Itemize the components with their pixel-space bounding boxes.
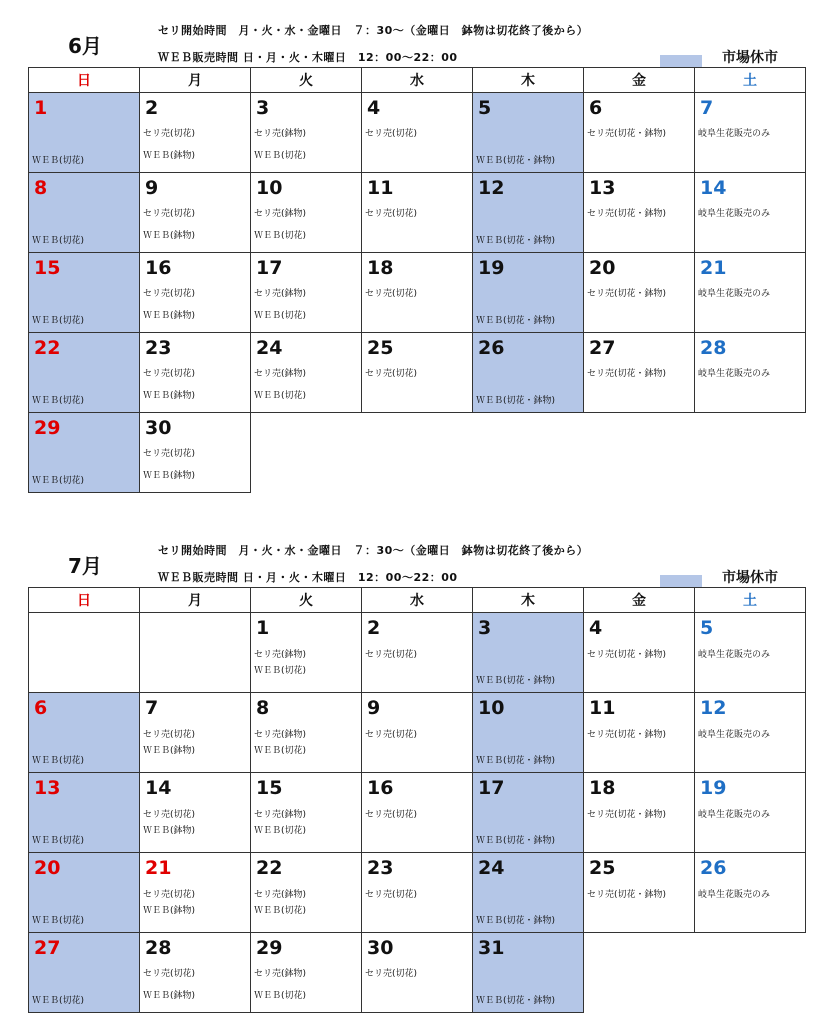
day-number: 21 [700, 257, 727, 279]
day-note: セリ売(鉢物) [254, 209, 307, 219]
calendar-grid [28, 587, 814, 1013]
day-cell [472, 772, 584, 853]
day-note: ＷＥＢ(切花) [254, 151, 307, 161]
day-number: 24 [478, 857, 505, 879]
day-number: 12 [478, 177, 505, 199]
day-number: 31 [478, 937, 505, 959]
day-number: 22 [34, 337, 61, 359]
day-cell [139, 172, 251, 253]
day-note: ＷＥＢ(切花) [254, 311, 307, 321]
day-number: 28 [145, 937, 172, 959]
day-cell [583, 92, 695, 173]
weekday-2: 火 [250, 587, 362, 613]
day-cell [139, 252, 251, 333]
day-cell [694, 772, 806, 853]
day-note: ＷＥＢ(切花・鉢物) [476, 996, 556, 1006]
day-cell [28, 92, 140, 173]
day-number: 29 [256, 937, 283, 959]
day-cell [139, 92, 251, 173]
day-cell [472, 932, 584, 1013]
day-cell [250, 612, 362, 693]
week-row [28, 852, 814, 933]
day-number: 25 [367, 337, 394, 359]
legend-closed-swatch [660, 575, 702, 587]
day-note: ＷＥＢ(切花・鉢物) [476, 156, 556, 166]
day-note: ＷＥＢ(切花) [254, 746, 307, 756]
weekday-header [28, 67, 814, 93]
week-row [28, 412, 814, 493]
day-note: セリ売(切花) [143, 129, 196, 139]
day-note: ＷＥＢ(切花) [32, 316, 85, 326]
blank-cell [583, 932, 695, 1013]
day-note: ＷＥＢ(切花・鉢物) [476, 396, 556, 406]
day-number: 1 [34, 97, 48, 119]
day-note: ＷＥＢ(切花) [32, 836, 85, 846]
day-number: 6 [34, 697, 48, 719]
month-label: 6月 [68, 34, 102, 58]
day-cell [361, 932, 473, 1013]
day-number: 16 [145, 257, 172, 279]
day-number: 26 [700, 857, 727, 879]
day-note: 岐阜生花販売のみ [698, 730, 771, 740]
week-row [28, 612, 814, 693]
day-cell [583, 252, 695, 333]
day-cell [472, 332, 584, 413]
day-note: セリ売(切花) [143, 289, 196, 299]
day-note: ＷＥＢ(鉢物) [143, 826, 196, 836]
week-row [28, 92, 814, 173]
day-note: ＷＥＢ(鉢物) [143, 906, 196, 916]
day-note: ＷＥＢ(鉢物) [143, 391, 196, 401]
day-note: 岐阜生花販売のみ [698, 650, 771, 660]
day-cell [139, 692, 251, 773]
week-row [28, 692, 814, 773]
weekday-6: 土 [694, 67, 806, 93]
day-number: 1 [256, 617, 270, 639]
day-note: セリ売(切花・鉢物) [587, 810, 667, 820]
day-cell [472, 612, 584, 693]
day-cell [694, 172, 806, 253]
day-cell [250, 772, 362, 853]
day-number: 10 [256, 177, 283, 199]
blank-cell [694, 412, 806, 493]
day-note: ＷＥＢ(切花・鉢物) [476, 756, 556, 766]
day-note: 岐阜生花販売のみ [698, 890, 771, 900]
weekday-2: 火 [250, 67, 362, 93]
day-note: 岐阜生花販売のみ [698, 209, 771, 219]
day-note: セリ売(切花) [143, 209, 196, 219]
day-note: セリ売(切花) [365, 129, 418, 139]
day-number: 18 [589, 777, 616, 799]
day-number: 17 [256, 257, 283, 279]
day-note: ＷＥＢ(切花) [254, 391, 307, 401]
day-number: 15 [34, 257, 61, 279]
day-note: 岐阜生花販売のみ [698, 369, 771, 379]
day-number: 19 [700, 777, 727, 799]
day-note: ＷＥＢ(切花) [32, 396, 85, 406]
day-note: セリ売(鉢物) [254, 810, 307, 820]
day-number: 21 [145, 857, 172, 879]
day-number: 9 [367, 697, 381, 719]
day-cell [28, 332, 140, 413]
day-cell [361, 332, 473, 413]
day-number: 24 [256, 337, 283, 359]
legend-closed-swatch [660, 55, 702, 67]
day-note: セリ売(切花・鉢物) [587, 730, 667, 740]
day-cell [28, 172, 140, 253]
weekday-0: 日 [28, 587, 140, 613]
day-note: ＷＥＢ(切花) [254, 906, 307, 916]
day-number: 19 [478, 257, 505, 279]
blank-cell [472, 412, 584, 493]
day-cell [250, 852, 362, 933]
day-note: ＷＥＢ(切花) [254, 826, 307, 836]
day-note: ＷＥＢ(切花) [32, 156, 85, 166]
day-note: ＷＥＢ(切花) [32, 996, 85, 1006]
day-cell [583, 172, 695, 253]
day-note: セリ売(切花) [143, 890, 196, 900]
day-cell [361, 612, 473, 693]
day-note: ＷＥＢ(切花) [32, 476, 85, 486]
day-cell [139, 852, 251, 933]
day-cell [694, 692, 806, 773]
week-row [28, 932, 814, 1013]
day-note: ＷＥＢ(鉢物) [143, 991, 196, 1001]
day-note: セリ売(切花・鉢物) [587, 650, 667, 660]
auction-hours-note: セリ開始時間 月・火・水・金曜日 ７：30～（金曜日 鉢物は切花終了後から） [158, 24, 589, 37]
day-number: 22 [256, 857, 283, 879]
day-note: セリ売(切花) [365, 969, 418, 979]
blank-cell [583, 412, 695, 493]
legend-closed-label: 市場休市 [722, 50, 778, 66]
day-number: 20 [589, 257, 616, 279]
day-cell [472, 92, 584, 173]
day-number: 11 [589, 697, 616, 719]
day-note: セリ売(切花) [365, 730, 418, 740]
day-number: 26 [478, 337, 505, 359]
week-row [28, 172, 814, 253]
day-note: ＷＥＢ(鉢物) [143, 231, 196, 241]
day-cell [694, 332, 806, 413]
day-number: 23 [367, 857, 394, 879]
weekday-5: 金 [583, 67, 695, 93]
day-number: 11 [367, 177, 394, 199]
day-number: 3 [256, 97, 270, 119]
day-number: 8 [256, 697, 270, 719]
weekday-3: 水 [361, 67, 473, 93]
day-note: ＷＥＢ(切花) [254, 666, 307, 676]
day-cell [250, 332, 362, 413]
day-cell [250, 692, 362, 773]
weekday-6: 土 [694, 587, 806, 613]
day-number: 28 [700, 337, 727, 359]
weekday-1: 月 [139, 67, 251, 93]
day-number: 13 [589, 177, 616, 199]
day-number: 13 [34, 777, 61, 799]
day-cell [250, 92, 362, 173]
day-cell [583, 612, 695, 693]
month-label: 7月 [68, 554, 102, 578]
day-note: セリ売(鉢物) [254, 289, 307, 299]
day-note: 岐阜生花販売のみ [698, 810, 771, 820]
day-number: 14 [145, 777, 172, 799]
day-number: 25 [589, 857, 616, 879]
day-note: ＷＥＢ(切花・鉢物) [476, 676, 556, 686]
day-number: 10 [478, 697, 505, 719]
day-cell [28, 252, 140, 333]
empty-day-cell [28, 612, 140, 693]
day-cell [694, 92, 806, 173]
day-cell [694, 252, 806, 333]
web-hours-note: ＷＥＢ販売時間 日・月・火・木曜日 12：00～22：00 [158, 51, 458, 64]
week-row [28, 332, 814, 413]
day-cell [583, 772, 695, 853]
day-number: 5 [478, 97, 492, 119]
day-cell [28, 772, 140, 853]
empty-day-cell [139, 612, 251, 693]
legend-closed-label: 市場休市 [722, 570, 778, 586]
auction-hours-note: セリ開始時間 月・火・水・金曜日 ７：30～（金曜日 鉢物は切花終了後から） [158, 544, 589, 557]
day-note: セリ売(切花) [143, 730, 196, 740]
weekday-header [28, 587, 814, 613]
weekday-1: 月 [139, 587, 251, 613]
weekday-5: 金 [583, 587, 695, 613]
day-note: ＷＥＢ(切花・鉢物) [476, 836, 556, 846]
day-note: セリ売(切花) [143, 969, 196, 979]
day-cell [583, 692, 695, 773]
day-note: ＷＥＢ(切花) [254, 231, 307, 241]
day-number: 29 [34, 417, 61, 439]
day-number: 20 [34, 857, 61, 879]
day-note: セリ売(切花・鉢物) [587, 129, 667, 139]
weekday-4: 木 [472, 67, 584, 93]
day-note: セリ売(切花・鉢物) [587, 209, 667, 219]
day-cell [472, 172, 584, 253]
day-note: セリ売(鉢物) [254, 650, 307, 660]
day-number: 16 [367, 777, 394, 799]
day-cell [139, 932, 251, 1013]
day-cell [472, 852, 584, 933]
day-number: 4 [589, 617, 603, 639]
day-number: 8 [34, 177, 48, 199]
day-number: 6 [589, 97, 603, 119]
day-cell [361, 692, 473, 773]
day-note: セリ売(切花・鉢物) [587, 890, 667, 900]
day-cell [28, 412, 140, 493]
day-cell [472, 252, 584, 333]
day-note: セリ売(切花) [143, 369, 196, 379]
week-row [28, 772, 814, 853]
calendar-grid [28, 67, 814, 493]
day-note: ＷＥＢ(切花) [254, 991, 307, 1001]
day-number: 14 [700, 177, 727, 199]
day-note: ＷＥＢ(切花) [32, 916, 85, 926]
day-cell [250, 172, 362, 253]
day-note: セリ売(切花) [365, 289, 418, 299]
day-number: 4 [367, 97, 381, 119]
day-note: ＷＥＢ(切花・鉢物) [476, 316, 556, 326]
day-note: ＷＥＢ(鉢物) [143, 311, 196, 321]
day-cell [28, 692, 140, 773]
day-note: セリ売(切花・鉢物) [587, 369, 667, 379]
blank-cell [694, 932, 806, 1013]
day-cell [139, 412, 251, 493]
day-number: 7 [700, 97, 714, 119]
day-cell [694, 612, 806, 693]
day-cell [250, 932, 362, 1013]
blank-cell [361, 412, 473, 493]
day-note: ＷＥＢ(鉢物) [143, 151, 196, 161]
day-note: セリ売(切花) [365, 650, 418, 660]
day-cell [28, 932, 140, 1013]
day-note: セリ売(鉢物) [254, 890, 307, 900]
day-cell [361, 252, 473, 333]
day-cell [250, 252, 362, 333]
day-note: セリ売(切花) [365, 369, 418, 379]
day-number: 7 [145, 697, 159, 719]
day-cell [139, 332, 251, 413]
weekday-0: 日 [28, 67, 140, 93]
day-note: セリ売(鉢物) [254, 129, 307, 139]
day-note: ＷＥＢ(切花) [32, 756, 85, 766]
day-note: セリ売(鉢物) [254, 969, 307, 979]
day-number: 12 [700, 697, 727, 719]
day-cell [361, 772, 473, 853]
day-note: ＷＥＢ(鉢物) [143, 471, 196, 481]
day-number: 27 [589, 337, 616, 359]
day-note: セリ売(切花) [143, 449, 196, 459]
day-note: ＷＥＢ(切花) [32, 236, 85, 246]
web-hours-note: ＷＥＢ販売時間 日・月・火・木曜日 12：00～22：00 [158, 571, 458, 584]
day-cell [361, 92, 473, 173]
day-number: 30 [367, 937, 394, 959]
day-note: 岐阜生花販売のみ [698, 129, 771, 139]
day-number: 3 [478, 617, 492, 639]
weekday-3: 水 [361, 587, 473, 613]
day-cell [583, 332, 695, 413]
weekday-4: 木 [472, 587, 584, 613]
day-note: ＷＥＢ(切花・鉢物) [476, 916, 556, 926]
day-cell [361, 172, 473, 253]
day-number: 2 [367, 617, 381, 639]
day-note: セリ売(切花・鉢物) [587, 289, 667, 299]
day-note: セリ売(切花) [143, 810, 196, 820]
day-cell [583, 852, 695, 933]
day-note: ＷＥＢ(鉢物) [143, 746, 196, 756]
day-note: セリ売(鉢物) [254, 369, 307, 379]
day-note: セリ売(切花) [365, 810, 418, 820]
day-cell [361, 852, 473, 933]
day-note: セリ売(切花) [365, 890, 418, 900]
week-row [28, 252, 814, 333]
day-note: ＷＥＢ(切花・鉢物) [476, 236, 556, 246]
blank-cell [250, 412, 362, 493]
day-number: 15 [256, 777, 283, 799]
day-note: 岐阜生花販売のみ [698, 289, 771, 299]
day-cell [28, 852, 140, 933]
day-number: 2 [145, 97, 159, 119]
day-note: セリ売(鉢物) [254, 730, 307, 740]
day-number: 17 [478, 777, 505, 799]
day-number: 27 [34, 937, 61, 959]
day-cell [694, 852, 806, 933]
day-number: 5 [700, 617, 714, 639]
day-number: 18 [367, 257, 394, 279]
day-cell [139, 772, 251, 853]
day-number: 23 [145, 337, 172, 359]
day-number: 9 [145, 177, 159, 199]
day-cell [472, 692, 584, 773]
day-number: 30 [145, 417, 172, 439]
day-note: セリ売(切花) [365, 209, 418, 219]
